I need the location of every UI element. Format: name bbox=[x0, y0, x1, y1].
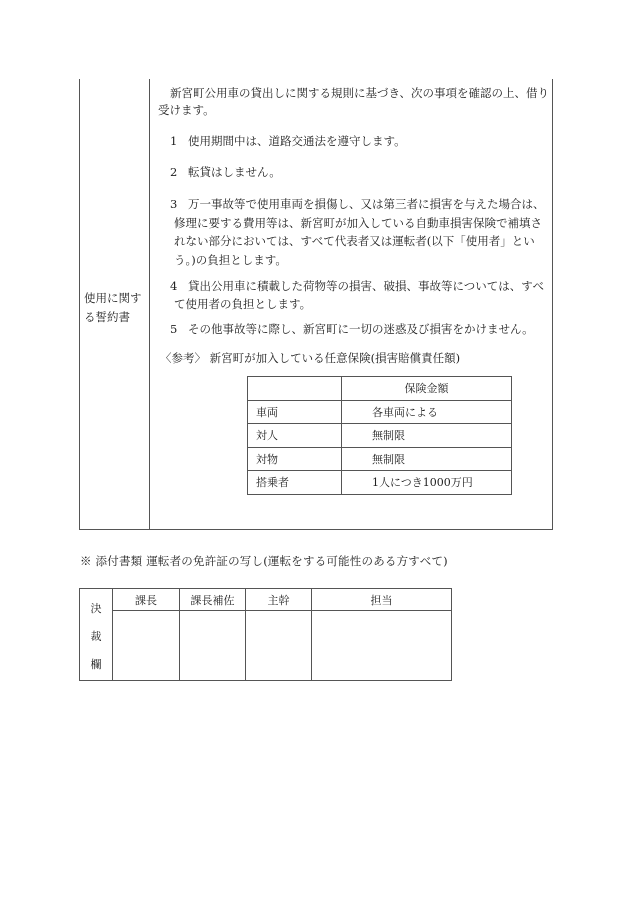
item-text-rest: て使用者の負担とします。 bbox=[174, 297, 312, 311]
side-char: 欄 bbox=[90, 658, 102, 671]
table-row bbox=[248, 471, 512, 495]
pledge-item-4 bbox=[170, 277, 552, 313]
item-number: 2 bbox=[170, 165, 178, 179]
table-row bbox=[248, 447, 512, 471]
table-cell: 対人 bbox=[248, 424, 342, 448]
table-cell bbox=[248, 377, 342, 401]
item-text: 転貸はしません。 bbox=[188, 165, 281, 179]
item-text: 使用期間中は、道路交通法を遵守します。 bbox=[188, 134, 406, 148]
stamp-cell bbox=[113, 611, 180, 681]
table-row bbox=[80, 611, 452, 681]
pledge-item-5 bbox=[170, 321, 552, 338]
item-text-line1: 貸出公用車に積載した荷物等の損害、破損、事故等については、すべ bbox=[188, 279, 545, 293]
table-row bbox=[248, 377, 512, 401]
item-text: その他事故等に際し、新宮町に一切の迷惑及び損害をかけません。 bbox=[188, 322, 534, 336]
table-cell: 無制限 bbox=[342, 447, 512, 471]
table-cell: 各車両による bbox=[342, 400, 512, 424]
table-row bbox=[248, 400, 512, 424]
approval-header-cell: 課長補佐 bbox=[180, 589, 246, 611]
approval-header-cell: 担当 bbox=[312, 589, 452, 611]
table-header-cell: 保険金額 bbox=[342, 377, 512, 401]
item-number: 4 bbox=[170, 279, 178, 293]
item-text-line1: 万一事故等で使用車両を損傷し、又は第三者に損害を与えた場合は、 bbox=[188, 197, 545, 211]
pledge-intro: 新宮町公用車の貸出しに関する規則に基づき、次の事項を確認の上、借り受けます。 bbox=[158, 86, 550, 117]
table-cell: 車両 bbox=[248, 400, 342, 424]
attachment-note: ※ 添付書類 運転者の免許証の写し(運転をする可能性のある方すべて) bbox=[80, 554, 448, 568]
approval-header-cell: 課長 bbox=[113, 589, 180, 611]
stamp-cell bbox=[180, 611, 246, 681]
side-char: 決 bbox=[90, 602, 102, 615]
approval-header-cell: 主幹 bbox=[246, 589, 312, 611]
pledge-item-3 bbox=[170, 195, 552, 269]
item-number: 1 bbox=[170, 134, 178, 148]
stamp-cell bbox=[246, 611, 312, 681]
stamp-cell bbox=[312, 611, 452, 681]
pledge-item-1 bbox=[170, 133, 552, 150]
table-row bbox=[248, 424, 512, 448]
table-cell: 搭乗者 bbox=[248, 471, 342, 495]
side-char: 裁 bbox=[90, 630, 102, 643]
pledge-label-column bbox=[80, 79, 150, 529]
table-cell: 1人につき1000万円 bbox=[342, 471, 512, 495]
approval-table bbox=[79, 588, 452, 681]
item-number: 5 bbox=[170, 322, 178, 336]
table-cell: 対物 bbox=[248, 447, 342, 471]
insurance-table bbox=[247, 376, 512, 495]
item-number: 3 bbox=[170, 197, 178, 211]
pledge-item-2 bbox=[170, 164, 552, 181]
table-row bbox=[80, 589, 452, 611]
approval-side-label bbox=[80, 589, 113, 681]
pledge-label: 使用に関する誓約書 bbox=[84, 291, 142, 324]
item-text-rest: 修理に要する費用等は、新宮町が加入している自動車損害保険で補填されない部分においては、すべて代表者又は運転者(以下「使用者」という。)の負担とします。 bbox=[174, 215, 542, 267]
insurance-reference: 〈参考〉 新宮町が加入している任意保険(損害賠償責任額) bbox=[160, 351, 461, 365]
table-cell: 無制限 bbox=[342, 424, 512, 448]
